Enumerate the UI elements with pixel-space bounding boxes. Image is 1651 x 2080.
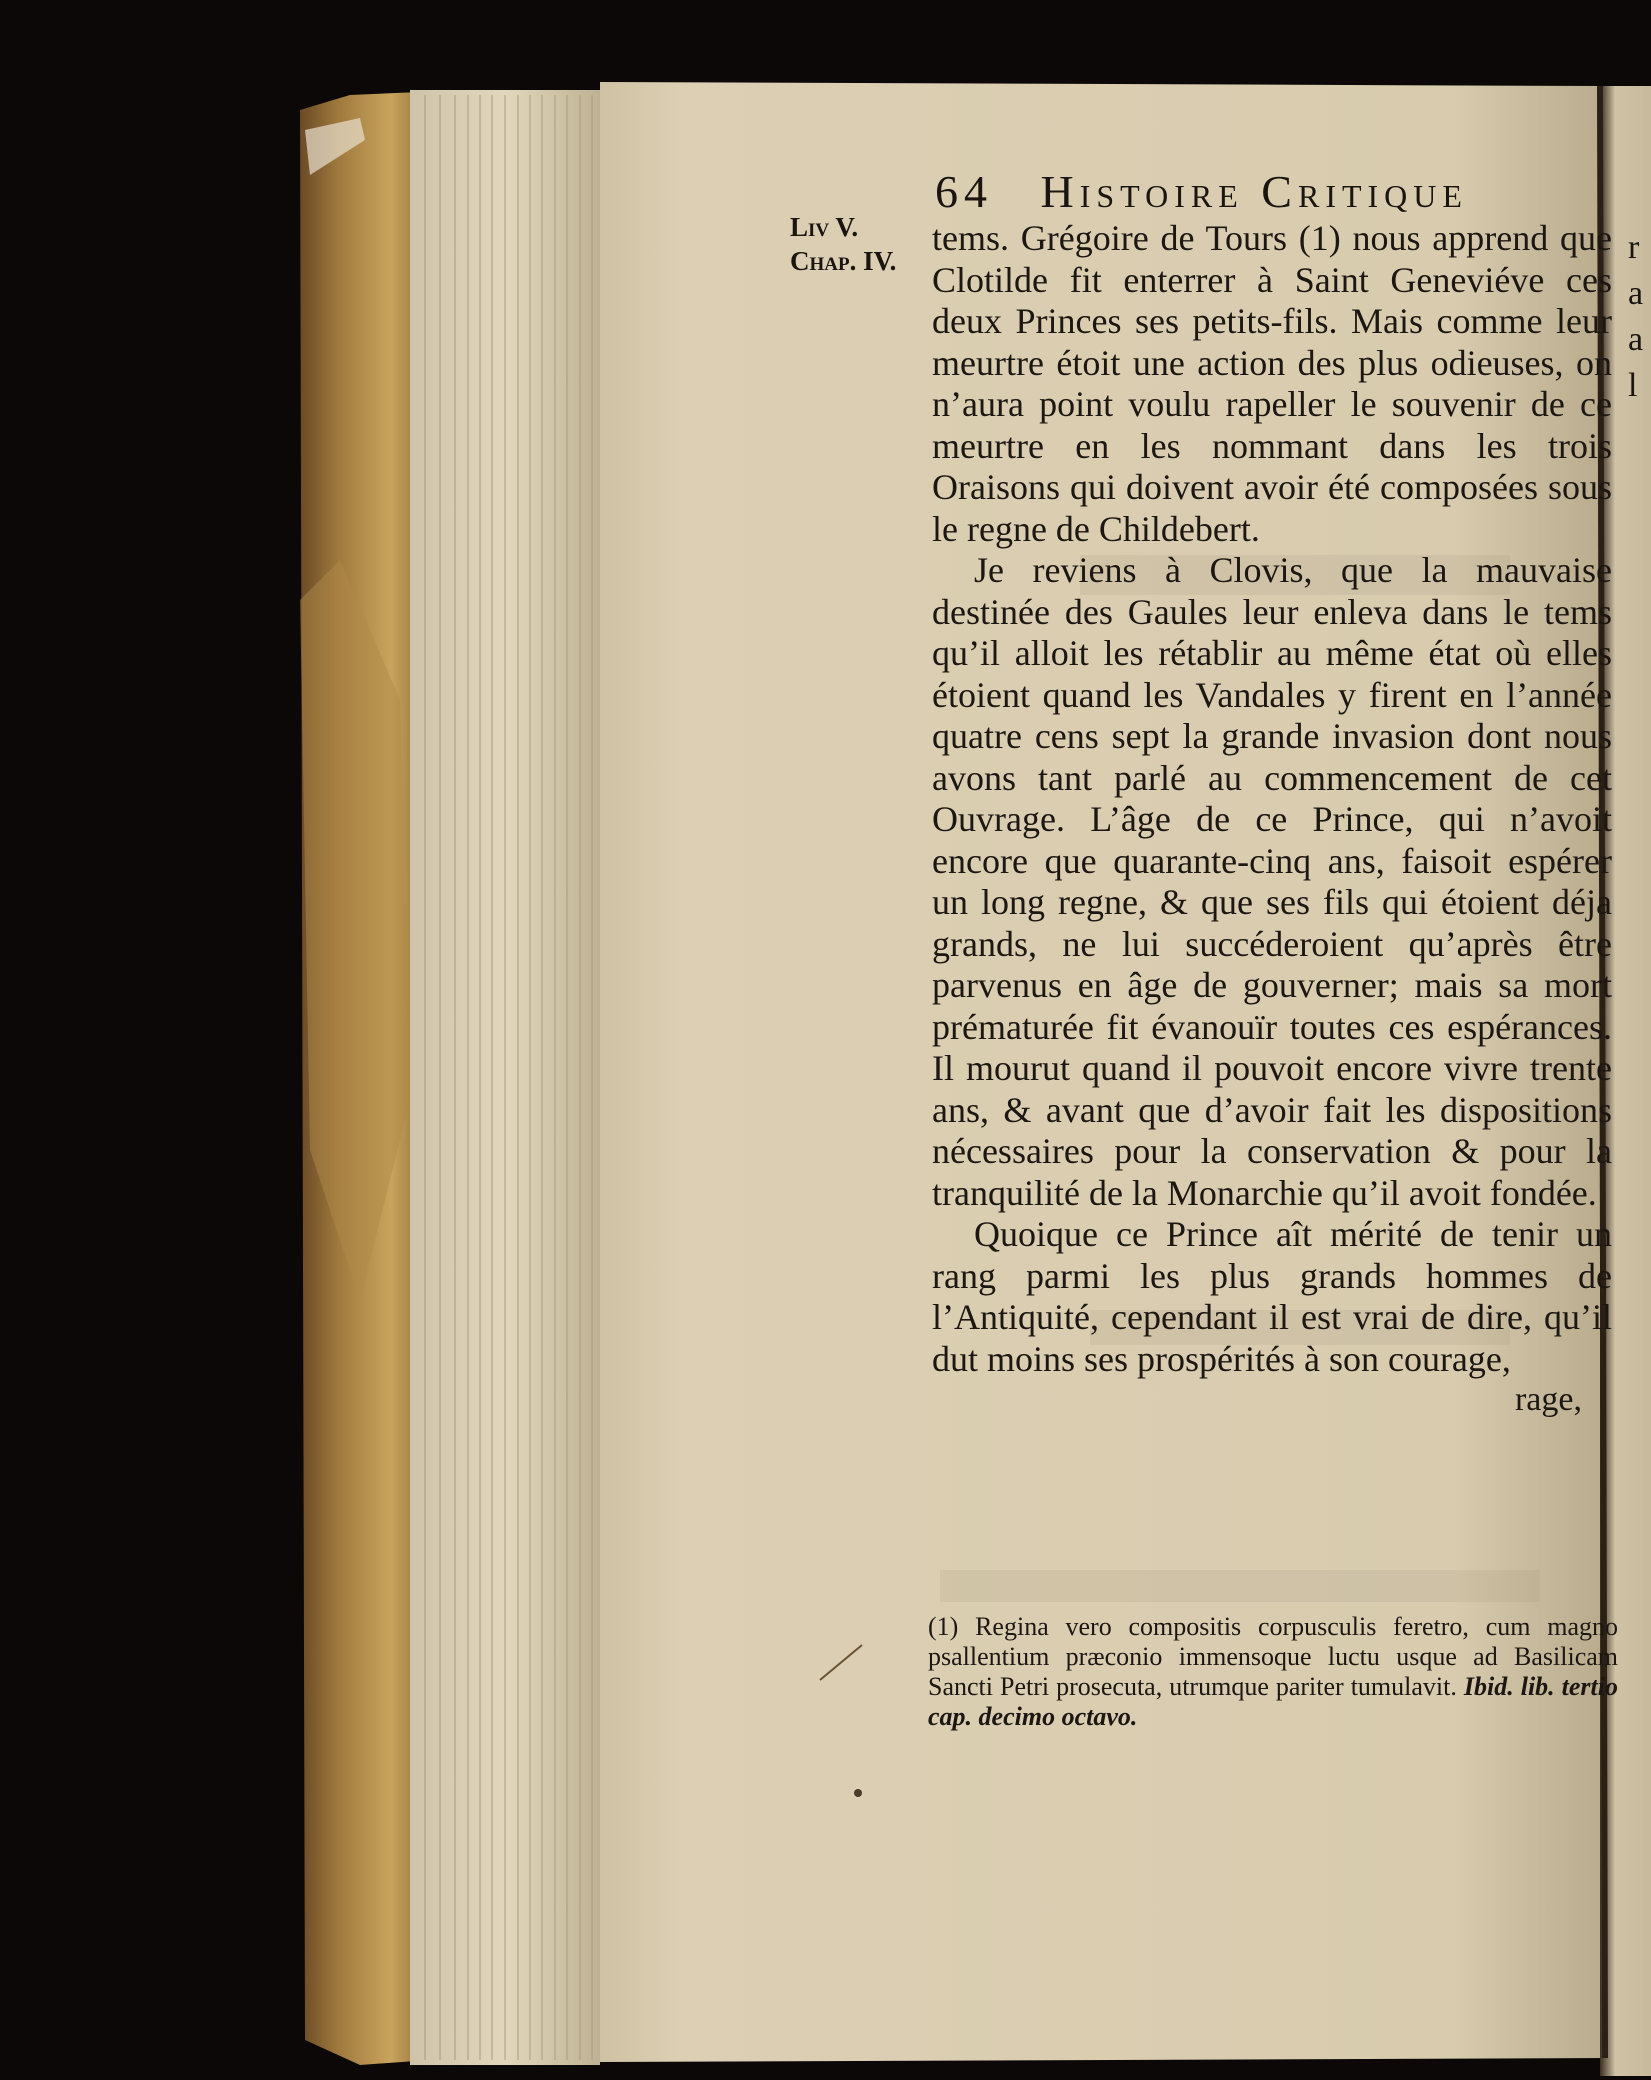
margin-note — [790, 210, 896, 278]
paragraph-3: Quoique ce Prince aît mérité de tenir un rang parmi les plus grands hommes de l’Antiquité, cependant il est vrai de dire, qu’il dut moins ses prospérités à son courage, — [932, 1214, 1612, 1379]
page-number: 64 — [935, 166, 993, 217]
footnote-reference: Ibid. lib. tertio cap. decimo octavo. — [928, 1672, 1618, 1731]
facing-page-letter: l — [1628, 367, 1638, 404]
catchword: rage, — [1514, 1381, 1582, 1418]
running-title: Histoire Critique — [1040, 166, 1468, 217]
paragraph-2: Je reviens à Clovis, que la mauvaise destinée des Gaules leur enleva dans le tems qu’il alloit les rétablir au même état où elles étoient quand les Vandales y firent en l’année quatre cens sept la grande invasion dont nous avons tant parlé au commencement de cet Ouvrage. L’âge de ce Prince, qui n’avoit encore que quarante-cinq ans, faisoit espérer un long regne, & que ses fils qui étoient déja grands, ne lui succéderoient qu’après être parvenus en âge de gouverner; mais sa mort prématurée fit évanouïr toutes ces espérances. Il mourut quand il pouvoit encore vivre trente ans, & avant que d’avoir fait les dispositions nécessaires pour la conservation & pour la tranquilité de la Monarchie qu’il avoit fondée. — [932, 550, 1612, 1213]
body-text — [932, 218, 1612, 1420]
margin-note-book: Liv V. — [790, 212, 859, 242]
facing-page-letter: a — [1628, 275, 1644, 312]
footnote-text: (1) Regina vero compositis corpusculis feretro, cum magno psallentium præconio immensoque luctu usque ad Basilicam Sancti Petri prosecuta, utrumque pariter tumulavit. — [928, 1612, 1618, 1701]
running-head — [935, 165, 1468, 218]
paragraph-1: tems. Grégoire de Tours (1) nous apprend que Clotilde fit enterrer à Saint Geneviéve ces deux Princes ses petits-fils. Mais comme leur meurtre étoit une action des plus odieuses, on n’aura point voulu rapeller le souvenir de ce meurtre en les nommant dans les trois Oraisons qui doivent avoir été composées sous le regne de Childebert. — [932, 218, 1612, 549]
facing-page-fragment — [1628, 225, 1643, 409]
margin-note-chapter: Chap. IV. — [790, 246, 897, 276]
facing-page-letter: r — [1628, 229, 1640, 266]
footnote — [928, 1612, 1618, 1732]
facing-page-letter: a — [1628, 321, 1644, 358]
